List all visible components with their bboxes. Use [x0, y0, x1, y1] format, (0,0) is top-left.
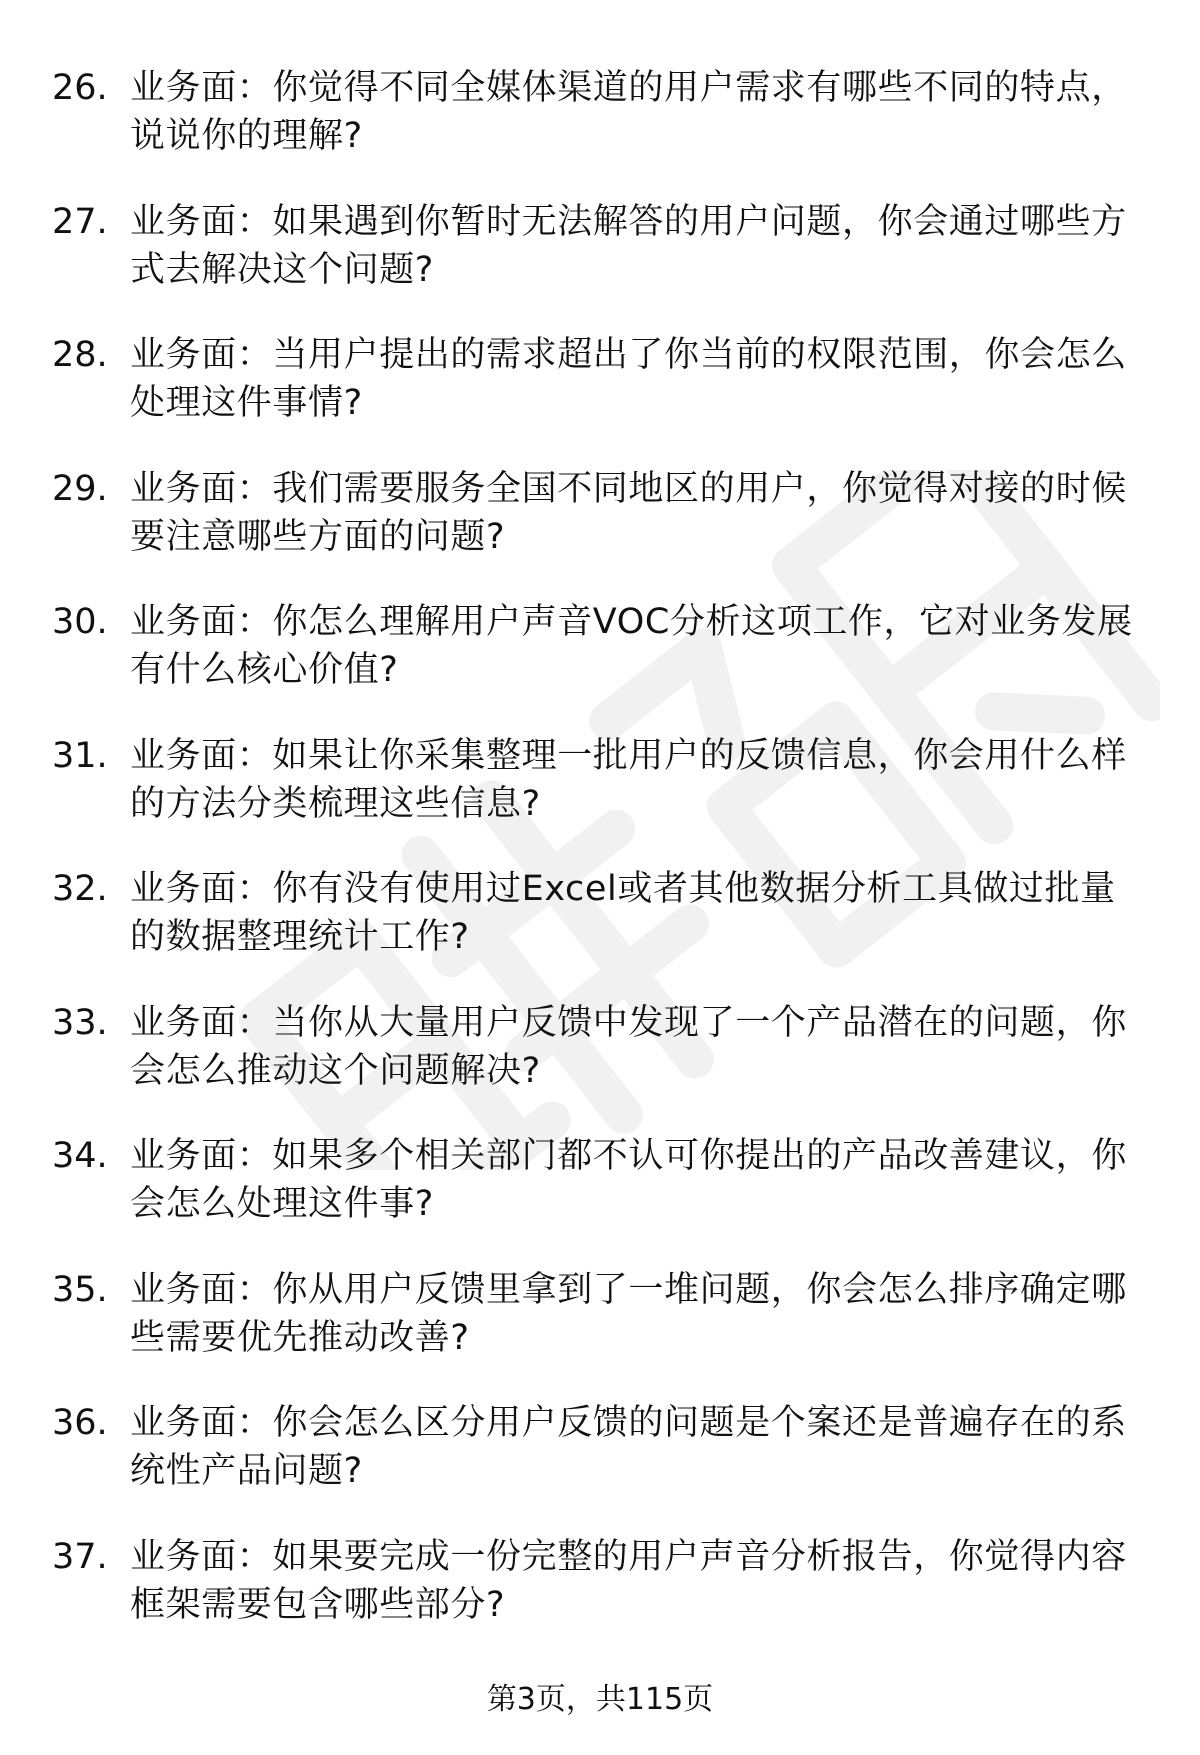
- question-number: 32.: [52, 869, 108, 909]
- question-number: 27.: [52, 201, 108, 242]
- question-text: 业务面：我们需要服务全国不同地区的用户，你觉得对接的时候要注意哪些方面的问题?: [130, 468, 1127, 557]
- question-number: 26.: [52, 68, 108, 108]
- question-number: 29.: [52, 468, 108, 509]
- question-item: [0, 198, 1200, 332]
- question-text: 业务面：你怎么理解用户声音VOC分析这项工作，它对业务发展有什么核心价值?: [130, 602, 1133, 690]
- question-number: 37.: [52, 1536, 108, 1577]
- question-number: 35.: [52, 1269, 108, 1310]
- question-number: 33.: [52, 1002, 108, 1043]
- question-item: [0, 465, 1200, 599]
- question-item: [0, 1132, 1200, 1266]
- question-number: 34.: [52, 1136, 108, 1176]
- question-item: [0, 1266, 1200, 1400]
- question-item: [0, 732, 1200, 866]
- question-text: 业务面：你觉得不同全媒体渠道的用户需求有哪些不同的特点，说说你的理解?: [130, 68, 1127, 156]
- question-item: [0, 331, 1200, 465]
- question-number: 36.: [52, 1403, 108, 1443]
- question-item: [0, 598, 1200, 732]
- question-text: 业务面：你会怎么区分用户反馈的问题是个案还是普遍存在的系统性产品问题?: [130, 1403, 1127, 1491]
- question-text: 业务面：如果让你采集整理一批用户的反馈信息，你会用什么样的方法分类梳理这些信息?: [130, 735, 1127, 824]
- question-text: 业务面：当用户提出的需求超出了你当前的权限范围，你会怎么处理这件事情?: [130, 335, 1127, 423]
- question-item: [0, 1533, 1200, 1667]
- question-list: [0, 64, 1200, 1666]
- question-item: [0, 64, 1200, 198]
- question-item: [0, 865, 1200, 999]
- question-item: [0, 1399, 1200, 1533]
- page-indicator: 第3页，共115页: [486, 1682, 714, 1717]
- question-text: 业务面：如果要完成一份完整的用户声音分析报告，你觉得内容框架需要包含哪些部分?: [130, 1536, 1127, 1625]
- question-number: 30.: [52, 602, 108, 642]
- question-text: 业务面：你有没有使用过Excel或者其他数据分析工具做过批量的数据整理统计工作?: [130, 869, 1116, 957]
- question-number: 31.: [52, 735, 108, 776]
- question-text: 业务面：当你从大量用户反馈中发现了一个产品潜在的问题，你会怎么推动这个问题解决?: [130, 1002, 1127, 1091]
- question-number: 28.: [52, 335, 108, 375]
- question-text: 业务面：如果多个相关部门都不认可你提出的产品改善建议，你会怎么处理这件事?: [130, 1136, 1127, 1224]
- question-text: 业务面：如果遇到你暂时无法解答的用户问题，你会通过哪些方式去解决这个问题?: [130, 201, 1127, 290]
- question-item: [0, 999, 1200, 1133]
- question-text: 业务面：你从用户反馈里拿到了一堆问题，你会怎么排序确定哪些需要优先推动改善?: [130, 1269, 1127, 1358]
